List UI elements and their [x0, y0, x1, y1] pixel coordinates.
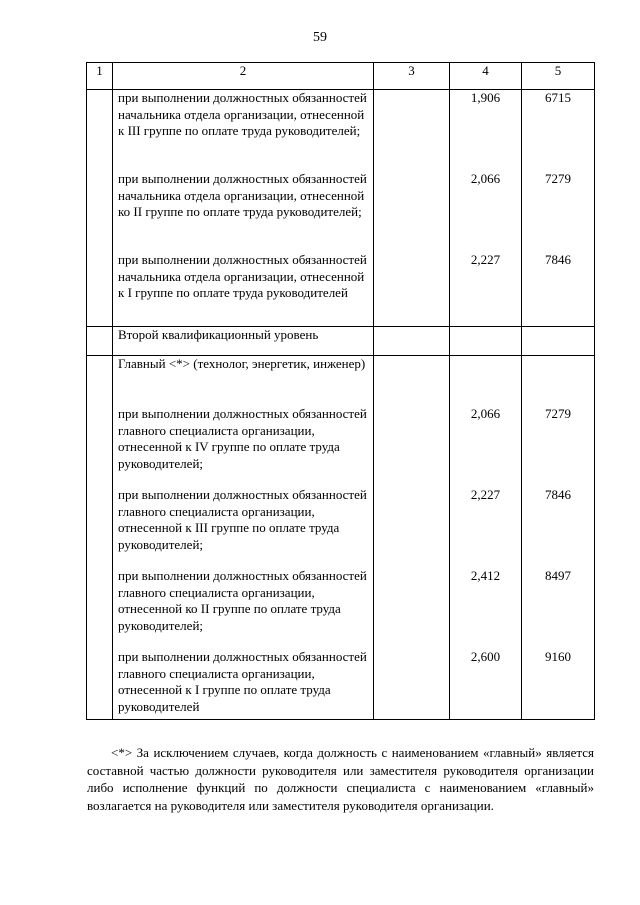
group-row: [87, 327, 595, 356]
coefficient-value: 1,906: [470, 90, 501, 105]
position-entry: при выполнении должностных обязанностей главного специалиста организации, отнесенной к IV группе по оплате труда руководителей;: [118, 406, 367, 471]
position-cell: [113, 356, 374, 720]
empty-cell: [374, 356, 450, 720]
coefficient-value: 2,227: [470, 252, 501, 267]
page-number: 59: [313, 30, 327, 45]
salary-value: 7846: [545, 252, 571, 267]
header-row: [87, 63, 595, 90]
coefficient-value: 2,600: [470, 649, 501, 664]
salary-cell: [522, 90, 595, 327]
salary-value: 7846: [545, 487, 571, 502]
header-col-3: 3: [374, 63, 450, 90]
header-col-2: 2: [113, 63, 374, 90]
empty-cell: [522, 327, 595, 356]
qualification-level-label: Второй квалификационный уровень: [113, 327, 374, 356]
coefficient-value: 2,227: [470, 487, 501, 502]
position-entry: при выполнении должностных обязанностей начальника отдела организации, отнесенной к I группе по оплате труда руководителей: [118, 252, 367, 300]
salary-table: [86, 62, 595, 720]
salary-cell: [522, 356, 595, 720]
position-entry: при выполнении должностных обязанностей главного специалиста организации, отнесенной к I группе по оплате труда руководителей: [118, 649, 367, 714]
row-index-cell: [87, 356, 113, 720]
coefficient-cell: [450, 90, 522, 327]
row-index-cell: [87, 90, 113, 327]
salary-value: 7279: [545, 171, 571, 186]
position-entry: при выполнении должностных обязанностей главного специалиста организации, отнесенной ко II группе по оплате труда руководителей;: [118, 568, 367, 633]
coefficient-value: 2,412: [470, 568, 501, 583]
position-entry: при выполнении должностных обязанностей начальника отдела организации, отнесенной к III группе по оплате труда руководителей;: [118, 90, 367, 138]
footnote: <*> За исключением случаев, когда должность с наименованием «главный» является составной частью должности руководителя или заместителя руководителя организации либо исполнение функций по должности специалиста с наименованием «главный» возлагается на руководителя или заместителя руководителя организации.: [87, 745, 594, 813]
position-entry: при выполнении должностных обязанностей главного специалиста организации, отнесенной к III группе по оплате труда руководителей;: [118, 487, 367, 552]
empty-cell: [450, 327, 522, 356]
table-row: [87, 356, 595, 720]
position-entry: при выполнении должностных обязанностей начальника отдела организации, отнесенной ко II группе по оплате труда руководителей;: [118, 171, 367, 219]
coefficient-value: 2,066: [470, 171, 501, 186]
row-index-cell: [87, 327, 113, 356]
salary-value: 8497: [545, 568, 571, 583]
header-col-1: 1: [87, 63, 113, 90]
salary-value: 7279: [545, 406, 571, 421]
empty-cell: [374, 90, 450, 327]
empty-cell: [374, 327, 450, 356]
coefficient-cell: [450, 356, 522, 720]
salary-value: 6715: [545, 90, 571, 105]
table-row: [87, 90, 595, 327]
position-title: Главный <*> (технолог, энергетик, инженер): [118, 356, 366, 371]
position-cell: [113, 90, 374, 327]
salary-value: 9160: [545, 649, 571, 664]
header-col-5: 5: [522, 63, 595, 90]
header-col-4: 4: [450, 63, 522, 90]
coefficient-value: 2,066: [470, 406, 501, 421]
